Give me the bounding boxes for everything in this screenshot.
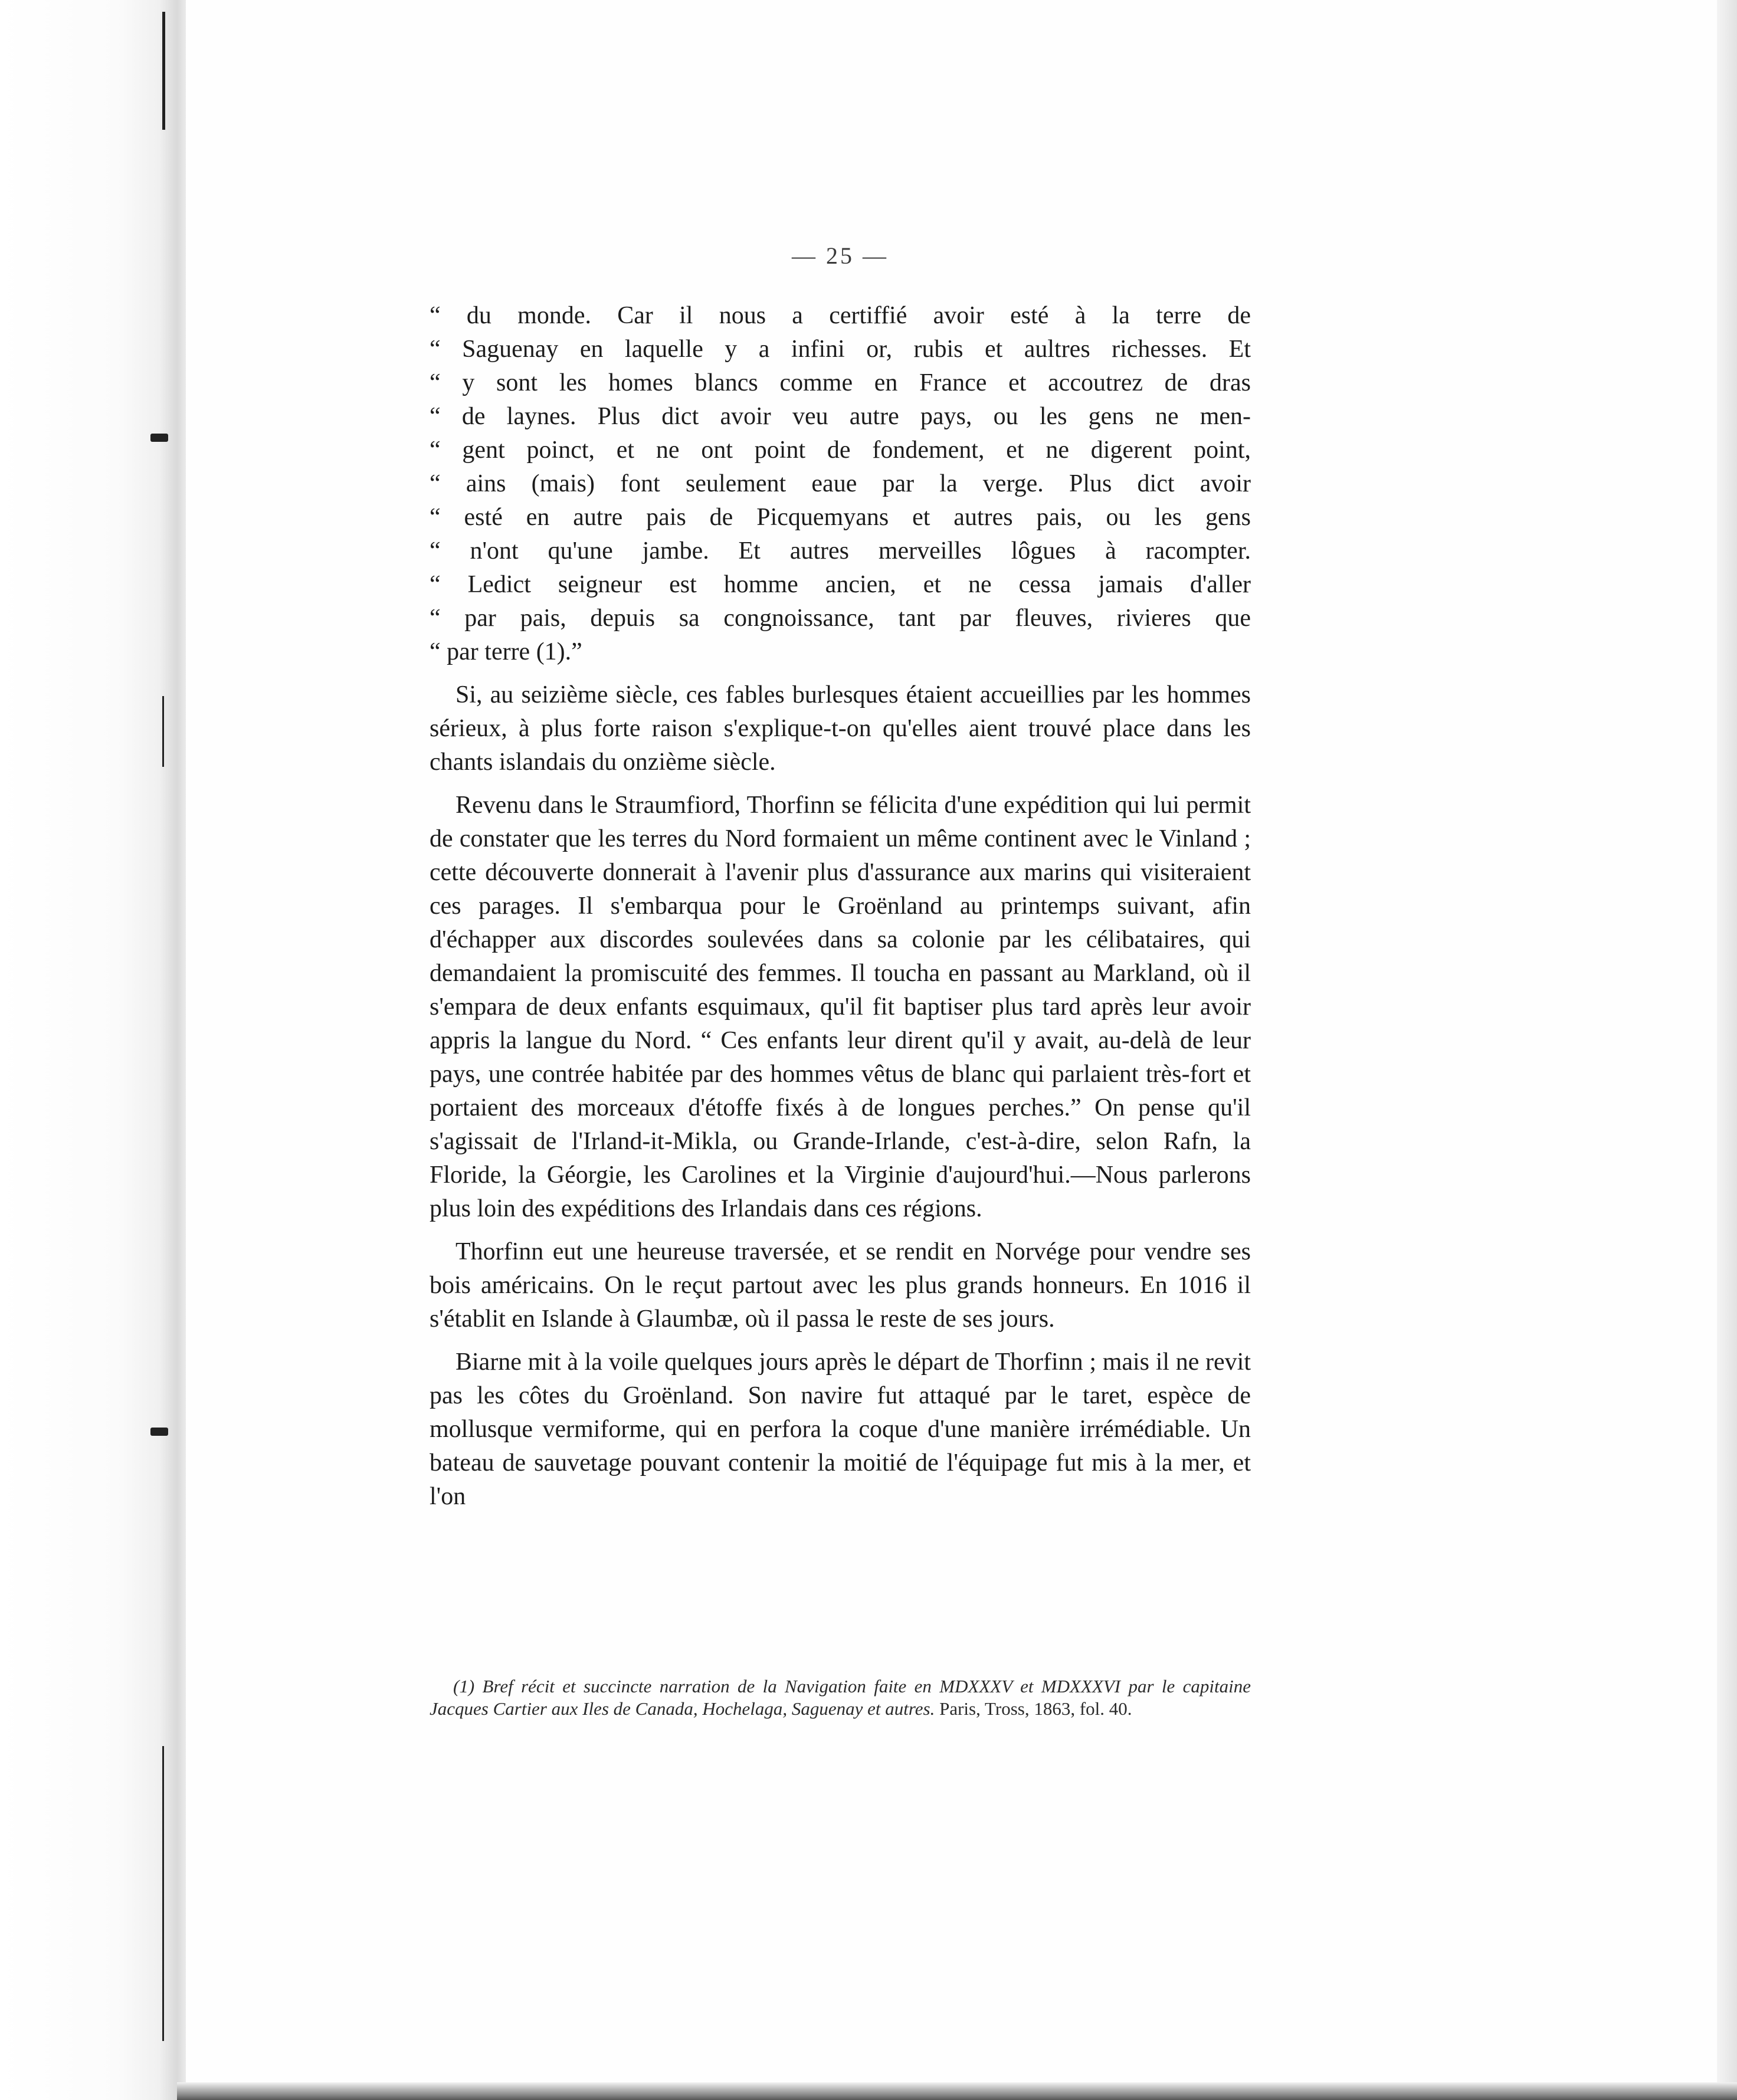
quote-line: “ par terre (1).” <box>430 638 582 665</box>
paragraph-fables: Si, au seizième siècle, ces fables burlesques étaient accueillies par les hommes sérieux, à plus forte raison s'explique-t-on qu'elles aient trouvé place dans les chants islandais du onzième siècle. <box>430 681 1251 776</box>
book-spine <box>0 0 186 2100</box>
quote-line: “ y sont les homes blancs comme en France et accoutrez de dras <box>430 369 1251 396</box>
page-bottom-edge <box>177 2082 1737 2100</box>
cartier-quote <box>430 299 1251 669</box>
quote-line: “ n'ont qu'une jambe. Et autres merveilles lôgues à racompter. <box>430 537 1251 565</box>
spine-binding-line <box>162 12 165 130</box>
quote-line: “ Saguenay en laquelle y a infini or, rubis et aultres richesses. Et <box>430 336 1251 363</box>
page-body <box>430 242 1251 1514</box>
paragraph-straumfiord: Revenu dans le Straumfiord, Thorfinn se félicita d'une expédition qui lui permit de constater que les terres du Nord formaient un même continent avec le Vinland ; cette découverte donnerait à l'avenir plus d'assurance aux marins qui visiteraient ces parages. Il s'embarqua pour le Groënland au printemps suivant, afin d'échapper aux discordes soulevées dans sa colonie par les célibataires, qui demandaient la promiscuité des femmes. Il toucha en passant au Markland, où il s'empara de deux enfants esquimaux, qu'il fit baptiser plus tard après leur avoir appris la langue du Nord. “ Ces enfants leur dirent qu'il y avait, au-delà de leur pays, une contrée habitée par des hommes vêtus de blanc qui parlaient très-fort et portaient des morceaux d'étoffe fixés à de longues perches.” On pense qu'il s'agissait de l'Irland-it-Mikla, ou Grande-Irlande, c'est-à-dire, selon Rafn, la Floride, la Géorgie, les Carolines et la Virginie d'aujourd'hui.—Nous parlerons plus loin des expéditions des Irlandais dans ces régions. <box>430 792 1251 1222</box>
footnote <box>430 1675 1251 1720</box>
spine-binding-line <box>162 1746 164 2041</box>
paragraph-biarne: Biarne mit à la voile quelques jours après le départ de Thorfinn ; mais il ne revit pas les côtes du Groënland. Son navire fut attaqué par le taret, espèce de mollusque vermiforme, qui en perfora la coque d'une manière irrémédiable. Un bateau de sauvetage pouvant contenir la moitié de l'équipage fut mis à la mer, et l'on <box>430 1348 1251 1510</box>
footnote-citation: (1) Bref récit et succincte narration de la Navigation faite en MDXXXV et MDXXXVI par le capitaine Jacques Cartier aux Iles de Canada, Hochelaga, Saguenay et autres. <box>430 1676 1251 1719</box>
quote-line: “ de laynes. Plus dict avoir veu autre pays, ou les gens ne men- <box>430 403 1251 430</box>
spine-binding-line <box>162 696 164 767</box>
quote-line: “ esté en autre pais de Picquemyans et autres pais, ou les gens <box>430 504 1251 531</box>
quote-line: “ par pais, depuis sa congnoissance, tant par fleuves, rivieres que <box>430 605 1251 632</box>
quote-line: “ ains (mais) font seulement eaue par la verge. Plus dict avoir <box>430 470 1251 497</box>
footnote-publisher: Paris, Tross, 1863, fol. 40. <box>935 1698 1132 1719</box>
quote-line: “ du monde. Car il nous a certiffié avoir esté à la terre de <box>430 302 1251 329</box>
paragraph-norvege: Thorfinn eut une heureuse traversée, et se rendit en Norvége pour vendre ses bois américains. On le reçut partout avec les plus grands honneurs. En 1016 il s'établit en Islande à Glaumbæ, où il passa le reste de ses jours. <box>430 1238 1251 1333</box>
page-number: — 25 — <box>792 242 889 269</box>
quote-line: “ gent poinct, et ne ont point de fondement, et ne digerent point, <box>430 437 1251 464</box>
spine-binding-mark <box>150 1428 168 1436</box>
quote-line: “ Ledict seigneur est homme ancien, et ne cessa jamais d'aller <box>430 571 1251 598</box>
page-edge <box>1717 0 1737 2100</box>
spine-binding-mark <box>150 434 168 442</box>
